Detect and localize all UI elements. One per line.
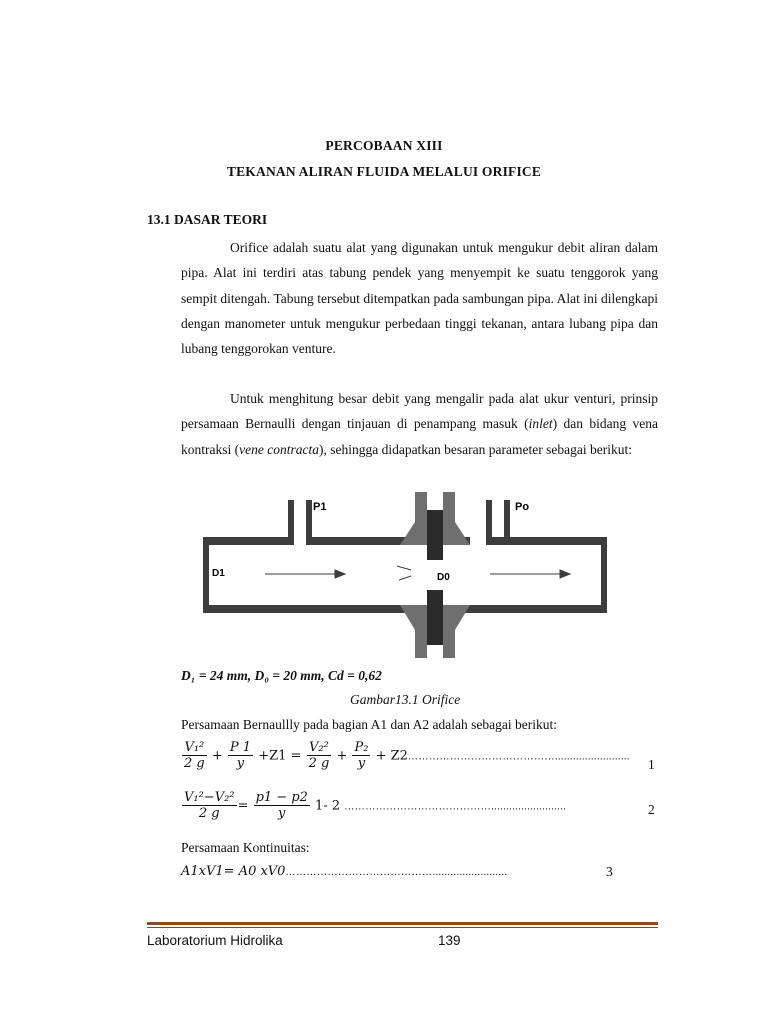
label-p1: P1 (313, 501, 327, 513)
equation-1: $\frac{\text{V₁²}}{2 g}$ + $\frac{P 1}{y}$ +Z1 = $\frac{\text{V₂²}}{2 g}$ + $\frac{\text{P₂}}{y}$ + Z2……………………………………......................... (184, 740, 630, 771)
eq1-t3-num: V₂² (307, 740, 332, 756)
eq1-t4-den: y (357, 756, 366, 771)
eq2-t1-den: 2 g (198, 806, 220, 821)
eq2-equals: = (237, 798, 249, 814)
eq1-t1-den: 2 g (184, 756, 205, 771)
eq2-t2-num: p1 − p2 (255, 790, 308, 805)
p2-inlet: inlet (528, 416, 553, 432)
paragraph-bernoulli (181, 386, 658, 462)
eq2-t1-num: V₁²−V₂² (184, 790, 235, 805)
eq1-t1-num: V₁² (182, 740, 207, 756)
eq3-lhs: A1xV1= A0 xV0 (181, 864, 286, 879)
eq1-dots: ……………………………………......................... (407, 751, 630, 763)
p2-text-a: Untuk menghitung besar debit yang mengalir pada alat ukur venturi, prinsip persamaan Bernaulli dengan tinjauan di penampang masuk ( (181, 391, 658, 432)
p2-vena: vene contracta (239, 441, 319, 457)
equation-2 (181, 790, 651, 822)
eq1-z2: + Z2 (375, 748, 408, 764)
p2-text-c: ), sehingga didapatkan besaran parameter sebagai berikut: (318, 441, 632, 457)
eq1-number: 1 (648, 757, 655, 772)
eq1-t4-num: P₂ (354, 740, 369, 755)
footer-lab-name: Laboratorium Hidrolika (147, 933, 283, 948)
label-d1: D1 (212, 568, 225, 579)
p2-text-b: ) dan bidang vena kontraksi ( (181, 416, 658, 457)
eq3-number: 3 (606, 864, 613, 879)
figure-caption: Gambar13.1 Orifice (350, 692, 461, 707)
continuity-intro: Persamaan Kontinuitas: (181, 840, 310, 855)
eq1-t2-num: P 1 (229, 740, 252, 755)
eq1-z1: +Z1 = (258, 748, 302, 764)
footer-rule-thin (147, 927, 658, 928)
eq1-t2-den: y (236, 756, 245, 771)
eq2-number: 2 (648, 802, 655, 817)
label-p0: Po (515, 501, 530, 513)
eq1-t3-den: 2 g (308, 756, 330, 771)
label-d0: D0 (437, 572, 450, 583)
footer-page-number: 139 (438, 933, 461, 948)
footer-rule-thick (147, 922, 658, 925)
eq3-dots: ……………………………………......................... (285, 867, 508, 878)
paragraph-definition (181, 235, 658, 361)
section-heading: 13.1 DASAR TEORI (147, 212, 268, 227)
eq2-dots: ……………………………………......................... (344, 801, 567, 813)
eq2-t2-den: y (278, 806, 286, 821)
orifice-diagram (175, 490, 615, 660)
figure-parameters: D₁ = 24 mm, D₀ = 20 mm, Cd = 0,62 (181, 668, 382, 683)
equation-3 (181, 864, 507, 879)
eq2-rest: 1- 2 (315, 798, 341, 814)
chapter-subtitle: TEKANAN ALIRAN FLUIDA MELALUI ORIFICE (226, 164, 542, 179)
paragraph-definition-text: Orifice adalah suatu alat yang digunakan untuk mengukur debit aliran dalam pipa. Alat ini terdiri atas tabung pendek yang menyempit ke suatu tenggorok yang sempit ditengah. Tabung tersebut ditempatkan pada sambungan pipa. Alat ini dilengkapi dengan manometer untuk mengukur perbedaan tinggi tekanan, antara lubang pipa dan lubang tenggorokan venture. (181, 240, 658, 357)
chapter-title: PERCOBAAN XIII (325, 138, 443, 153)
bernoulli-intro: Persamaan Bernaullly pada bagian A1 dan A2 adalah sebagai berikut: (181, 717, 558, 732)
